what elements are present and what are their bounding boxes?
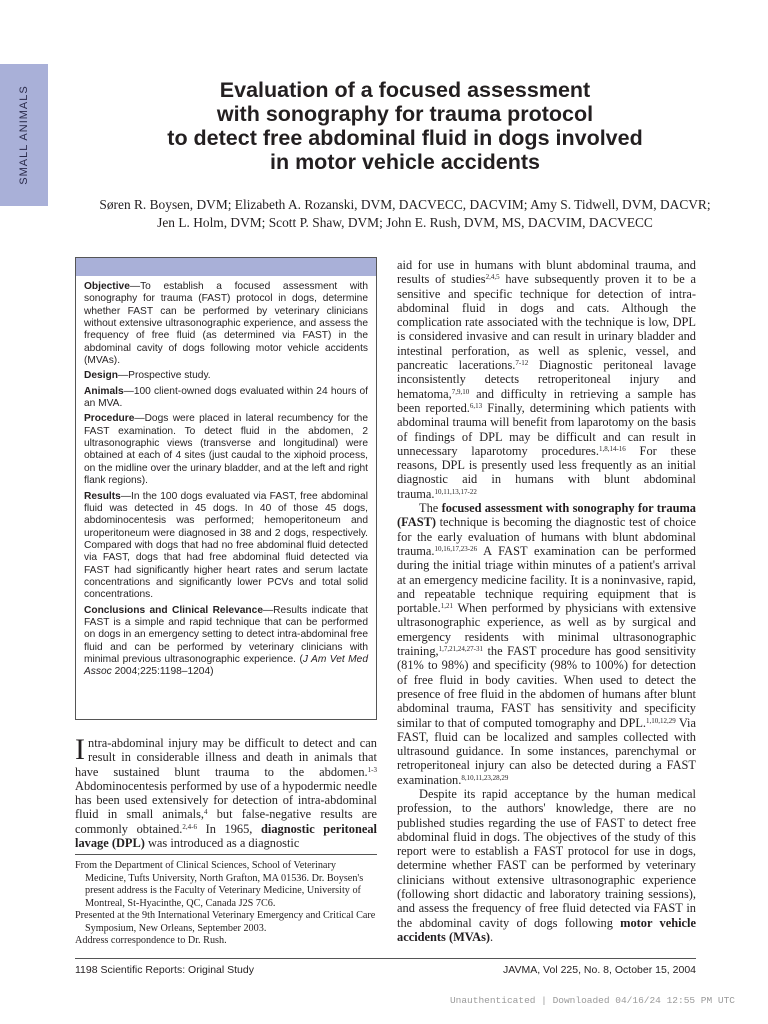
body-text: When performed by physicians with extensive ultrasonographic experience, as well as by surgical and emergency residents with minimal ultrasonographic training,	[397, 601, 696, 659]
body-text: but false-negative results are commonly obtained.	[75, 807, 377, 836]
citation-ref: 2,4-6	[182, 822, 197, 831]
download-stamp: Unauthenticated | Downloaded 04/16/24 12:55 PM UTC	[449, 995, 735, 1006]
citation-journal: J Am Vet Med Assoc	[84, 653, 368, 678]
title-line: in motor vehicle accidents	[269, 150, 541, 174]
body-text: and difficulty in retrieving a sample has been reported.	[397, 386, 696, 415]
body-paragraph	[397, 787, 696, 944]
body-text: technique is becoming the diagnostic test of choice for the early evaluation of humans with blunt abdominal trauma.	[397, 515, 696, 558]
body-text: Via FAST, fluid can be localized and samples collected with ultrasound guidance. In some instances, parenchymal or retroperitoneal injury can also be detected during a FAST examination.	[397, 715, 696, 787]
body-column-left	[75, 733, 377, 851]
body-text: have subsequently proven it to be a sensitive and specific technique for detection of intra-abdominal fluid in dogs and cats. Although the complication rate associated with the technique is low, DPL is considered invasive and can result in urinary bladder and intestinal perforation, as well as splenic, vessel, and pancreatic lacerations.	[397, 272, 696, 373]
abstract-heading: Procedure	[84, 413, 135, 425]
footer-journal-info: JAVMA, Vol 225, No. 8, October 15, 2004	[503, 964, 696, 976]
footer-page-info: 1198 Scientific Reports: Original Study	[75, 964, 254, 976]
article-title	[60, 78, 750, 174]
citation-ref: 7-12	[515, 359, 529, 368]
citation-ref: 1,10,12,29	[646, 716, 676, 725]
citation-ref: 1,21	[440, 602, 453, 611]
author-line: Søren R. Boysen, DVM; Elizabeth A. Rozanski, DVM, DACVECC, DACVIM; Amy S. Tidwell, DVM, DACVR;	[99, 197, 711, 212]
body-column-right	[397, 258, 696, 944]
title-line: with sonography for trauma protocol	[216, 102, 594, 126]
abstract-text: —Dogs were placed in lateral recumbency for the FAST examination. To detect fluid in the abdomen, 2 ultrasonographic views (transverse and longitudinal) were obtained at each of 4 sites (just caudal to the xiphoid process, on the midline over the urinary bladder, and at the left and right flank regions).	[84, 413, 368, 487]
body-text: The	[419, 501, 442, 516]
abstract-conclusions	[84, 605, 368, 679]
intro-paragraph	[75, 733, 377, 851]
citation-details: 2004;225:1198–1204)	[111, 666, 214, 678]
citation-ref: 2,4,5	[485, 273, 500, 282]
abstract-heading: Results	[84, 490, 121, 502]
citation-ref: 1-3	[367, 765, 377, 774]
footnote-presented: Presented at the 9th International Veterinary Emergency and Critical Care Symposium, New Orleans, September 2003.	[75, 910, 376, 934]
key-term: focused assessment with sonography for trauma (FAST)	[397, 501, 696, 530]
abstract-design	[84, 370, 368, 382]
footnote-affiliation: From the Department of Clinical Sciences, School of Veterinary Medicine, Tufts University, North Grafton, MA 01536. Dr. Boysen's present address is the Faculty of Veterinary Medicine, University of Montreal, St-Hyacinthe, QC, Canada J2S 7C6.	[75, 860, 364, 909]
abstract-box	[75, 257, 377, 720]
body-text: Despite its rapid acceptance by the human medical profession, to the authors' knowledge, there are no published studies regarding the use of FAST to detect free abdominal fluid in dogs. The objectives of the study of this report were to establish a FAST protocol for use in dogs, determine whether FAST can be performed by veterinary clinicians without extensive ultrasonographic experience (following short didactic and laboratory training sessions), and assess the frequency of free fluid detected via FAST in the abdominal cavity of dogs following	[397, 786, 696, 930]
citation-ref: 1,7,21,24,27-31	[438, 645, 483, 654]
key-term: diagnostic peritoneal lavage (DPL)	[75, 821, 377, 851]
footer-divider	[75, 958, 696, 959]
citation-ref: 10,11,13,17-22	[434, 487, 477, 496]
abstract-header-band	[76, 258, 376, 276]
drop-cap: I	[75, 733, 85, 766]
body-text: aid for use in humans with blunt abdominal trauma, and results of studies	[397, 258, 696, 287]
body-paragraph	[397, 501, 696, 787]
abstract-body	[76, 276, 376, 679]
body-text: .	[490, 929, 494, 944]
body-text: In 1965,	[196, 821, 261, 836]
title-line: Evaluation of a focused assessment	[219, 78, 591, 102]
body-text: ntra-abdominal injury may be difficult to detect and can result in considerable illness and death in animals that have sustained blunt trauma to the abdomen.	[75, 736, 377, 779]
citation-ref: 4	[204, 808, 208, 817]
abstract-results	[84, 491, 368, 602]
body-text: was introduced as a diagnostic	[144, 836, 300, 851]
abstract-objective	[84, 281, 368, 367]
body-text: Diagnostic peritoneal lavage inconsistently detects retroperitoneal injury and hematoma,	[397, 358, 696, 401]
body-text: the FAST procedure has good sensitivity (81% to 98%) and specificity (98% to 100%) for detection of free fluid in body cavities. When used to detect the presence of free fluid in the abdomen of humans after blunt abdominal trauma, FAST has sensitivity and specificity similar to that of computed tomography and DPL.	[397, 644, 696, 730]
abstract-heading: Design	[84, 370, 118, 382]
body-text: Abdominocentesis performed by use of a hypodermic needle has been used extensively for detection of intra-abdominal fluid in small animals,	[75, 778, 377, 822]
abstract-text: —Prospective study.	[117, 370, 211, 382]
body-paragraph	[397, 258, 696, 501]
key-term: motor vehicle accidents (MVAs)	[397, 915, 696, 944]
abstract-heading: Objective	[84, 281, 130, 292]
abstract-heading: Conclusions and Clinical Relevance	[84, 604, 263, 616]
citation-ref: 1,8,14-16	[598, 444, 626, 453]
body-text: For these reasons, DPL is presently used less frequently as an initial diagnostic aid in humans with blunt abdominal trauma.	[397, 443, 696, 501]
abstract-text: —To establish a focused assessment with sonography for trauma (FAST) protocol in dogs, determine whether FAST can be performed by veterinary clinicians without extensive ultrasonographic experience, and assess the frequency of free fluid (as determined via FAST) in the abdominal cavity of dogs following motor vehicle accidents (MVAs).	[84, 281, 368, 367]
author-list	[60, 196, 750, 232]
body-text: Finally, determining which patients with abdominal trauma will benefit from laparotomy on the basis of findings of DPL may be difficult and can result in unnecessary laparotomy procedures.	[397, 400, 696, 458]
body-text: A FAST examination can be performed during the initial triage within minutes of a patient's arrival at an emergency medicine facility. It is a noninvasive, rapid, and repeatable technique requiring equipment that is portable.	[397, 543, 696, 616]
abstract-text: —100 client-owned dogs evaluated within 24 hours of an MVA.	[84, 385, 368, 410]
citation-ref: 10,16,17,23-26	[434, 544, 478, 553]
footnote-divider	[75, 854, 377, 855]
title-line: to detect free abdominal fluid in dogs involved	[167, 126, 643, 150]
section-tab-label: SMALL ANIMALS	[18, 85, 30, 185]
abstract-heading: Animals	[84, 385, 124, 397]
footnotes	[75, 860, 377, 948]
footnote-correspondence: Address correspondence to Dr. Rush.	[75, 935, 227, 946]
citation-ref: 6,13	[469, 401, 483, 410]
section-tab	[0, 64, 48, 206]
citation-ref: 7,9,10	[451, 387, 470, 396]
abstract-text: —In the 100 dogs evaluated via FAST, free abdominal fluid was detected in 45 dogs. In 40 of those 45 dogs, abdominocentesis was performed; hemoperitoneum and uroperitoneum were diagnosed in 38 and 2 dogs, respectively. Compared with dogs that had no free abdominal fluid detected via FAST, dogs that had free abdominal fluid detected via FAST had significantly higher heart rates and serum lactate concentrations and significantly lower PCVs and total solid concentrations.	[84, 490, 368, 601]
author-line: Jen L. Holm, DVM; Scott P. Shaw, DVM; John E. Rush, DVM, MS, DACVIM, DACVECC	[157, 215, 653, 230]
abstract-animals	[84, 386, 368, 411]
abstract-procedure	[84, 413, 368, 487]
abstract-text: —Results indicate that FAST is a simple and rapid technique that can be performed on dogs in an emergency setting to detect intra-abdominal free fluid and can be performed by veterinary clinicians with minimal previous ultrasonographic experience. (	[84, 604, 368, 665]
citation-ref: 8,10,11,23,28,29	[461, 773, 509, 782]
